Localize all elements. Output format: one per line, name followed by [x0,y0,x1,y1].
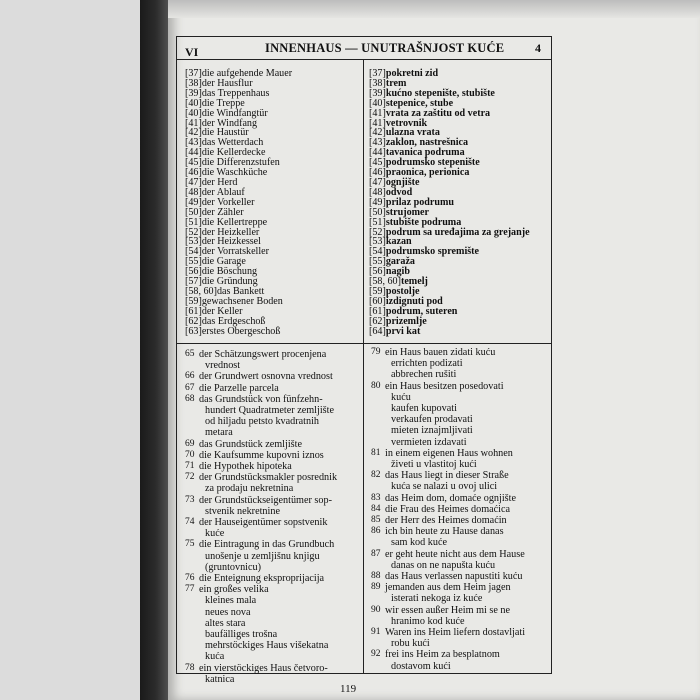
term: izdignuti pod [385,295,443,307]
list-item [187,472,359,494]
article: die [201,256,217,268]
term: Bankett [232,285,265,297]
entry-number: [56] [369,266,386,278]
term: Waschküche [216,167,268,179]
german-phrase-list-right [373,347,545,672]
term: stepenice, stube [385,97,454,109]
article: die [201,216,217,228]
article: die [201,276,217,288]
term: vrata za zaštitu od vetra [385,107,491,119]
term: strujomer [385,206,429,218]
content-frame [176,36,552,685]
entry-number: [52] [185,226,202,238]
entry-number: [46] [369,167,386,179]
entry-number: [47] [185,176,202,188]
entry-number: [40] [369,97,386,109]
list-item [187,383,359,394]
phrase-line: verkaufen prodavati [391,414,473,426]
list-item [373,347,545,381]
entry-number: 70 [185,449,195,460]
entry-number: 90 [371,604,381,615]
entry-number: 84 [371,503,381,514]
section-divider [177,343,551,344]
list-item [187,461,359,472]
entry-number: [50] [369,206,386,218]
phrase-line: unošenje u zemljišnu knjigu [205,550,320,562]
article: die [201,107,217,119]
phrase-line: das Haus verlassen napustiti kuću [385,571,523,583]
entry-number: 77 [185,584,195,595]
entry-number: [64] [369,325,386,337]
article: der [201,117,218,129]
article: der [201,226,218,238]
phrase-line: kleines mala [205,595,257,607]
entry-number: [61] [369,305,386,317]
phrase-line: Waren ins Heim liefern dostavljati [385,627,526,639]
article: der [201,246,218,258]
phrase-line: hranimo kod kuće [391,615,465,627]
entry-number: [39] [185,87,202,99]
phrase-line: der Grundwert osnovna vrednost [199,371,333,383]
entry-number: [54] [369,246,386,258]
list-item [373,470,545,492]
term: Gründung [216,276,258,288]
entry-number: [56] [185,266,202,278]
article: das [201,315,218,327]
page-top-edge [168,0,700,18]
entry-number: [44] [185,147,202,159]
entry-number: [63] [185,325,202,337]
phrase-line: die Enteignung eksproprijacija [199,573,325,585]
phrase-line: hundert Quadratmeter zemljište [205,405,334,417]
phrase-line: ein Haus besitzen posedovati [385,380,504,392]
entry-number: 81 [371,447,381,458]
phrase-line: der Grundstückseigentümer sop- [199,494,332,506]
term: Erdgeschoß [217,315,266,327]
entry-number: 67 [185,382,195,393]
term: Zähler [217,206,244,218]
column-divider [363,60,364,673]
phrase-line: kuću [391,391,411,403]
german-phrase-list-left [187,349,359,685]
phrase-line: kuća se nalazi u ovoj ulici [391,481,498,493]
term: tavanica podruma [385,147,465,159]
phrase-line: die Hypothek hipoteka [199,461,292,473]
entry-number: [59] [369,285,386,297]
entry-number: [49] [185,196,202,208]
term: praonica, perionica [385,167,470,179]
list-item [187,450,359,461]
term: Haustür [216,127,249,139]
term: Hausflur [217,77,253,89]
phrase-line: ich bin heute zu Hause danas [385,526,504,538]
term: ulazna vrata [385,127,440,139]
section-label: VI [185,45,199,59]
entry-number: 92 [371,649,381,660]
entry-number: [53] [185,236,202,248]
phrase-line: vermieten izdavati [391,436,467,448]
phrase-line: baufälliges trošna [205,629,278,641]
list-item [187,573,359,584]
phrase-line: kaufen kupovati [391,403,457,415]
entry-number: [41] [185,117,202,129]
entry-number: [51] [369,216,386,228]
phrase-line: sam kod kuće [391,537,448,549]
phrase-line: stvenik nekretnine [205,505,280,517]
article: die [201,68,217,79]
term: Differenzstufen [216,157,280,169]
entry-number: [49] [369,196,386,208]
entry-number: [43] [369,137,386,149]
page-number: 119 [340,683,357,695]
article: die [201,127,217,139]
phrase-line: vrednost [205,360,241,372]
term: Böschung [216,266,258,278]
entry-number: 88 [371,571,381,582]
list-item [373,582,545,604]
phrase-line: mieten iznajmljivati [391,425,473,437]
entry-number: [55] [185,256,202,268]
article: der [201,305,218,317]
term: zaklon, nastrešnica [385,137,469,149]
phrase-line: ein großes velika [199,584,269,596]
list-item [373,448,545,470]
phrase-line: altes stara [205,617,246,629]
entry-number: [58, 60] [369,276,401,288]
entry-number: 76 [185,573,195,584]
term: Heizkeller [217,226,260,238]
plate-number: 4 [535,41,541,55]
entry-number: 89 [371,582,381,593]
entry-number: [37] [185,68,202,79]
phrase-line: wir essen außer Heim mi se ne [385,604,511,616]
list-item [373,493,545,504]
phrase-line: kuća [205,651,225,663]
entry-number: 69 [185,438,195,449]
phrase-line: der Herr des Heimes domaćin [385,515,507,527]
term: vetrovnik [385,117,428,129]
list-item [373,381,545,448]
term: Vorkeller [217,196,255,208]
term: Treppe [216,97,245,109]
list-item [187,539,359,573]
phrase-line: (gruntovnicu) [205,561,262,573]
entry-number: [52] [369,226,386,238]
entry-number: 80 [371,380,381,391]
term: garaža [385,256,415,268]
phrase-line: das Heim dom, domaće ognjište [385,492,516,504]
entry-number: 73 [185,494,195,505]
phrase-line: das Haus liegt in dieser Straße [385,470,509,482]
entry-number: [62] [185,315,202,327]
phrase-line: neues nova [205,606,251,618]
article: das [216,285,233,297]
phrase-line: die Kaufsumme kupovni iznos [199,449,324,461]
phrase-line: kuće [205,528,225,540]
entry-number: [46] [185,167,202,179]
entry-number: 79 [371,347,381,357]
entry-number: 87 [371,548,381,559]
term: podrumsko spremište [385,246,480,258]
entry-number: [48] [369,186,386,198]
term: Herd [217,176,238,188]
entry-number: 74 [185,517,195,528]
list-item [187,663,359,685]
entry-number: 68 [185,393,195,404]
entry-number: [57] [185,276,202,288]
entry-number: [45] [185,157,202,169]
term: prizemlje [385,315,427,327]
entry-number: 72 [185,472,195,483]
list-item [185,327,292,337]
phrase-line: živeti u vlastitoj kući [391,459,477,471]
list-item [187,349,359,371]
entry-number: [60] [369,295,386,307]
entry-number: [39] [369,87,386,99]
phrase-line: in einem eigenen Haus wohnen [385,447,513,459]
entry-number: [47] [369,176,386,188]
entry-number: [38] [185,77,202,89]
term: prvi kat [385,325,421,337]
entry-number: [50] [185,206,202,218]
phrase-line: der Hauseigentümer sopstvenik [199,517,328,529]
list-item [187,371,359,382]
term: Heizkessel [217,236,261,248]
entry-number: [37] [369,68,386,79]
page-title: INNENHAUS — UNUTRAŠNJOST KUĆE [265,41,505,55]
article: der [201,77,218,89]
article: die [201,97,217,109]
entry-number: 66 [185,371,195,382]
list-item [373,515,545,526]
list-item [187,394,359,439]
entry-number: [41] [369,117,386,129]
term: Kellertreppe [216,216,268,228]
phrase-line: metara [205,427,233,439]
term: Wetterdach [217,137,264,149]
phrase-line: isterati nekoga iz kuće [391,593,483,605]
phrase-line: mehrstöckiges Haus višekatna [205,640,329,652]
entry-number: 91 [371,627,381,638]
article: der [201,196,218,208]
entry-number: [41] [369,107,386,119]
phrase-line: dostavom kući [391,660,451,672]
term: Ablauf [216,186,245,198]
entry-number: [43] [185,137,202,149]
phrase-line: die Frau des Heimes domaćica [385,503,511,515]
term: temelj [400,276,428,288]
term: Treppenhaus [217,87,270,99]
phrase-line: za prodaju nekretnina [205,483,294,495]
phrase-line: robu kući [391,638,430,650]
entry-number: [54] [185,246,202,258]
entry-number: [42] [185,127,202,139]
term: podrumsko stepenište [385,157,480,169]
article: der [201,186,217,198]
term: podrum, suteren [385,305,458,317]
list-item [369,327,530,337]
term: stubište podruma [385,216,462,228]
term: kućno stepenište, stubište [385,87,495,99]
entry-number: [40] [185,107,202,119]
phrase-line: der Schätzungswert procenjena [199,349,327,360]
list-item [373,627,545,649]
term: Windfangtür [216,107,268,119]
phrase-line: der Grundstücksmakler posrednik [199,472,338,484]
list-item [373,526,545,548]
phrase-line: errichten podizati [391,358,463,370]
phrase-line: frei ins Heim za besplatnom [385,649,500,661]
entry-number: 65 [185,349,195,359]
phrase-line: die Eintragung in das Grundbuch [199,539,335,551]
term: aufgehende Mauer [216,68,293,79]
entry-number: [61] [185,305,202,317]
term: pokretni zid [385,68,439,79]
phrase-line: das Grundstück zemljište [199,438,302,450]
entry-number: 71 [185,461,195,472]
article: der [201,206,218,218]
term: Garage [216,256,246,268]
entry-number: [62] [369,315,386,327]
article: die [201,266,217,278]
phrase-line: danas on ne napušta kuću [391,559,496,571]
german-term-list [185,69,292,336]
phrase-line: abbrechen rušiti [391,369,457,381]
list-item [373,504,545,515]
entry-number: 82 [371,470,381,481]
term: gewachsener Boden [201,295,283,307]
phrase-line: od hiljadu petsto kvadratnih [205,416,320,428]
entry-number: [55] [369,256,386,268]
list-item [373,571,545,582]
phrase-line: er geht heute nicht aus dem Hause [385,548,525,560]
term: odvod [385,186,413,198]
entry-number: 86 [371,526,381,537]
list-item [373,605,545,627]
term: erstes Obergeschoß [201,325,281,337]
list-item [187,439,359,450]
entry-number: [53] [369,236,386,248]
list-item [373,649,545,671]
article: der [201,236,218,248]
article: das [201,137,218,149]
article: die [201,167,217,179]
term: ognjište [385,176,420,188]
phrase-line: ein Haus bauen zidati kuću [385,347,496,358]
entry-number: [59] [185,295,202,307]
entry-number: [58, 60] [185,285,217,297]
entry-number: [44] [369,147,386,159]
list-item [373,549,545,571]
phrase-line: das Grundstück von fünfzehn- [199,393,323,405]
term: Vorratskeller [217,246,270,258]
entry-number: 85 [371,515,381,526]
list-item [187,517,359,539]
phrase-line: jemanden aus dem Heim jagen [385,582,511,594]
article: der [201,176,218,188]
term: Kellerdecke [216,147,266,159]
article: die [201,157,217,169]
page-header [177,37,551,60]
term: Keller [217,305,243,317]
phrase-line: katnica [205,673,235,685]
term: nagib [385,266,410,278]
entry-number: 78 [185,662,195,673]
article: das [201,87,218,99]
entry-number: 83 [371,492,381,503]
article: die [201,147,217,159]
entry-number: [40] [185,97,202,109]
phrase-line: die Parzelle parcela [199,382,279,394]
term: postolje [385,285,420,297]
list-item [187,495,359,517]
entry-number: [38] [369,77,386,89]
entry-number: 75 [185,539,195,550]
entry-number: [48] [185,186,202,198]
term: podrum sa uređajima za grejanje [385,226,530,238]
term: trem [385,77,407,89]
term: Windfang [217,117,258,129]
entry-number: [51] [185,216,202,228]
term: prilaz podrumu [385,196,454,208]
serbian-term-list [369,69,530,336]
list-item [187,584,359,662]
term: kazan [385,236,412,248]
entry-number: [42] [369,127,386,139]
entry-number: [45] [369,157,386,169]
phrase-line: ein vierstöckiges Haus četvoro- [199,662,328,674]
